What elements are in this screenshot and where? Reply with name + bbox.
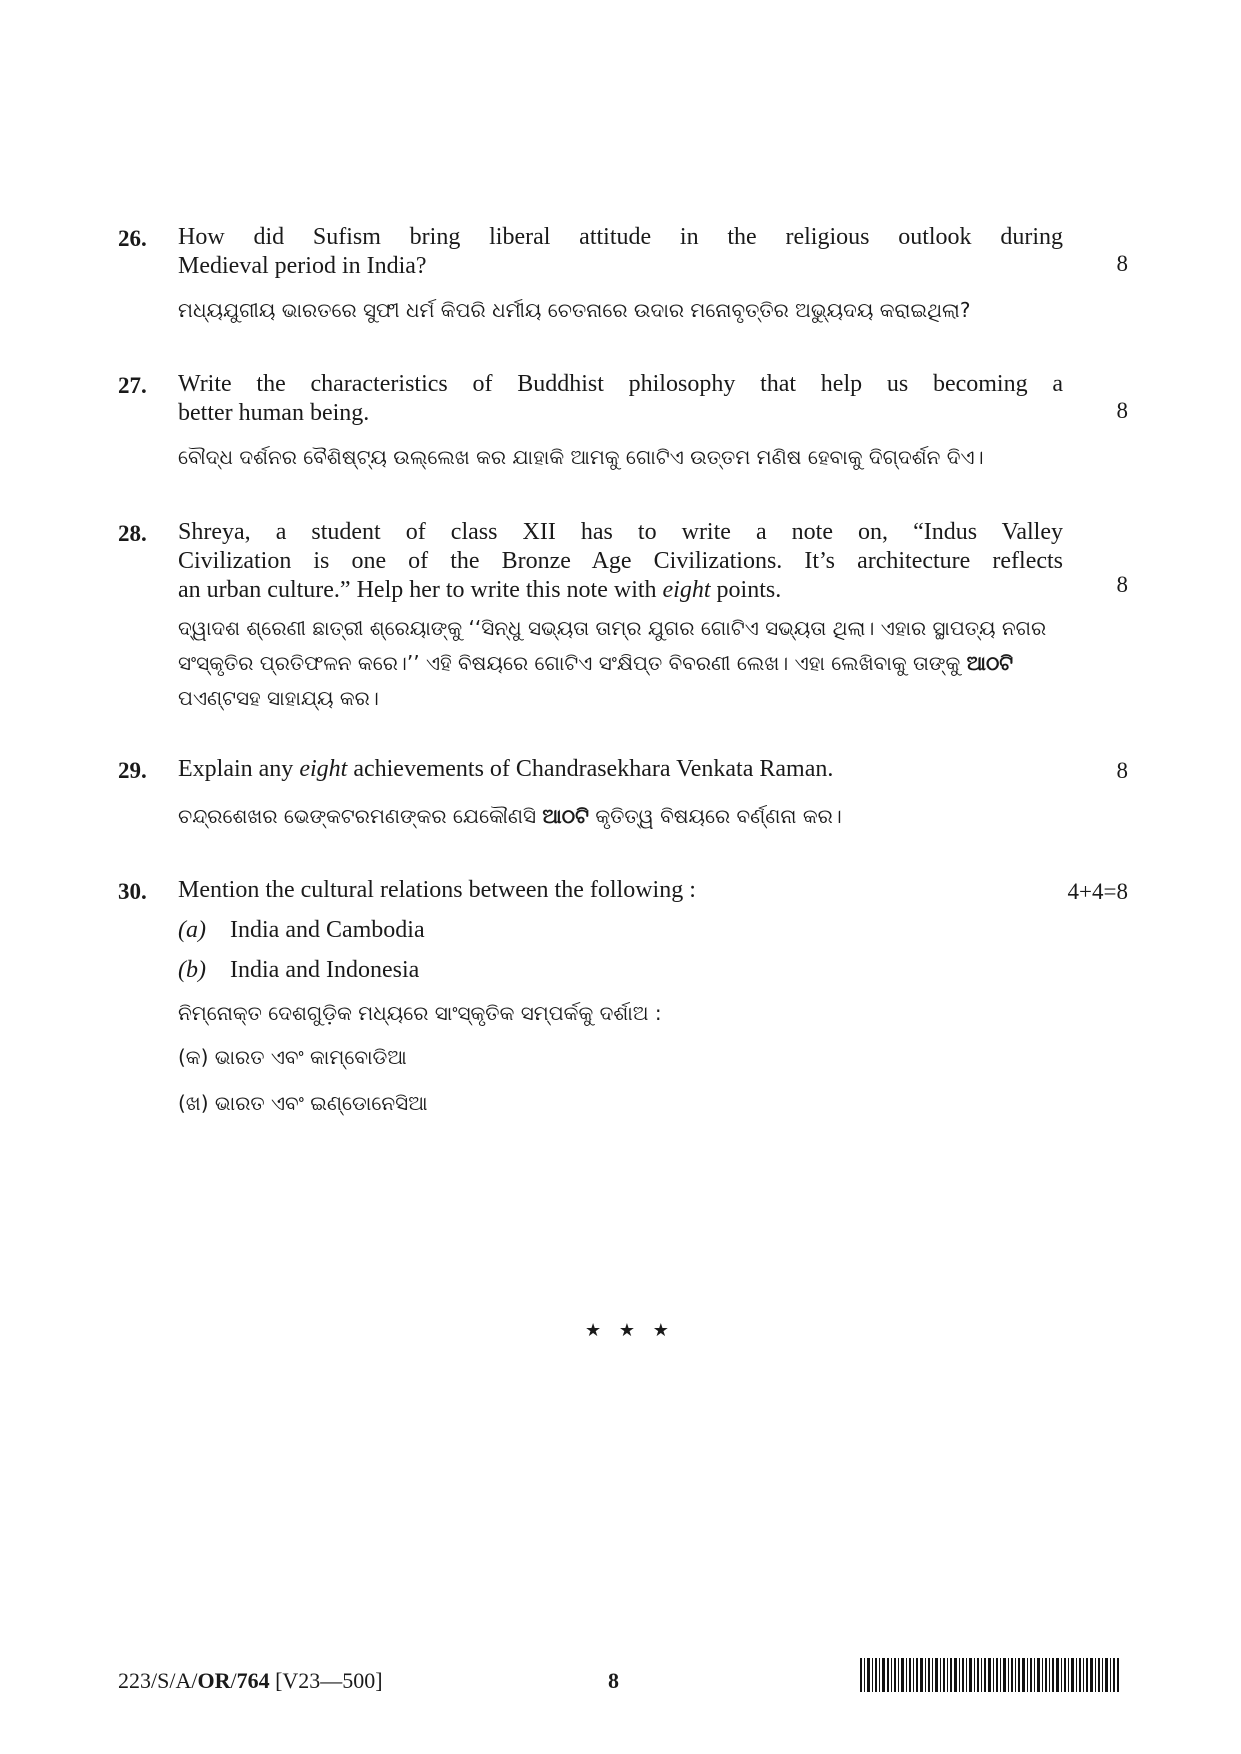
question-text-odia: ଦ୍ୱାଦଶ ଶ୍ରେଣୀ ଛାତ୍ରୀ ଶ୍ରେୟାଙ୍କୁ ‘‘ସିନ୍ଧୁ ସଭ୍ୟତା ତାମ୍ର ଯୁଗର ଗୋଟିଏ ସଭ୍ୟତା ଥିଲା। ଏହାର ସ୍ଥାପତ୍ୟ ନଗର ସଂସ୍କୃତିର ପ୍ରତିଫଳନ କରେ।’’ ଏହି ବିଷୟରେ ଗୋଟିଏ ସଂକ୍ଷିପ୍ତ ବିବରଣୀ ଲେଖ। ଏହା ଲେଖିବାକୁ ତାଙ୍କୁ ଆଠଟି ପଏଣ୍ଟସହ ସାହାଯ୍ୟ କର। (178, 616, 1047, 710)
marks: 8 (1116, 572, 1128, 597)
question-number: 27. (118, 373, 147, 398)
question-text-odia: ବୌଦ୍ଧ ଦର୍ଶନର ବୈଶିଷ୍ଟ୍ୟ ଉଲ୍ଲେଖ କର ଯାହାକି ଆମକୁ ଗୋଟିଏ ଉତ୍ତମ ମଣିଷ ହେବାକୁ ଦିଗ୍‌ଦର୍ଶନ ଦିଏ। (178, 445, 984, 469)
question-text: How did Sufism bring liberal attitude in the religious outlook during Medieval period in India? (178, 224, 1063, 279)
question-text: Explain any eight achievements of Chandrasekhara Venkata Raman. (178, 756, 834, 782)
marks: 4+4=8 (1067, 879, 1128, 904)
marks: 8 (1116, 398, 1128, 423)
question-number: 26. (118, 226, 147, 251)
marks: 8 (1116, 758, 1128, 783)
question-text-odia: ଚନ୍ଦ୍ରଶେଖର ଭେଙ୍କଟରମଣଙ୍କର ଯେକୌଣସି ଆଠଟି କୃତିତ୍ୱ ବିଷୟରେ ବର୍ଣ୍ଣନା କର। (178, 804, 842, 828)
question-text-odia: ମଧ୍ୟଯୁଗୀୟ ଭାରତରେ ସୁଫୀ ଧର୍ମ କିପରି ଧର୍ମୀୟ ଚେତନାରେ ଉଦାର ମନୋବୃତ୍ତିର ଅଭ୍ୟୁଦୟ କରାଇଥିଲା? (178, 298, 971, 322)
page-number: 8 (608, 1668, 619, 1693)
marks: 8 (1116, 251, 1128, 276)
option-b: (b) India and Indonesia (178, 957, 420, 983)
option-odia-b: (ଖ) ଭାରତ ଏବଂ ଇଣ୍ଡୋନେସିଆ (178, 1091, 428, 1115)
question-number: 29. (118, 758, 147, 783)
question-text: Shreya, a student of class XII has to write a note on, “Indus Valley Civilization is one of the Bronze Age Civilizations. It’s architecture reflects an urban culture.” Help her to write this note with eight points. (178, 519, 1063, 603)
question-text: Write the characteristics of Buddhist philosophy that help us becoming a better human being. (178, 371, 1063, 426)
question-text: Mention the cultural relations between the following : (178, 877, 696, 903)
option-odia-a: (କ) ଭାରତ ଏବଂ କାମ୍ବୋଡିଆ (178, 1045, 407, 1069)
end-marker: ★ ★ ★ (585, 1320, 675, 1341)
option-a: (a) India and Cambodia (178, 917, 425, 943)
question-number: 28. (118, 521, 147, 546)
barcode-icon (860, 1658, 1120, 1692)
question-number: 30. (118, 879, 147, 904)
question-text-odia: ନିମ୍ନୋକ୍ତ ଦେଶଗୁଡ଼ିକ ମଧ୍ୟରେ ସାଂସ୍କୃତିକ ସମ୍ପର୍କକୁ ଦର୍ଶାଅ : (178, 1001, 662, 1025)
paper-code: 223/S/A/OR/764 [V23—500] (118, 1668, 383, 1693)
